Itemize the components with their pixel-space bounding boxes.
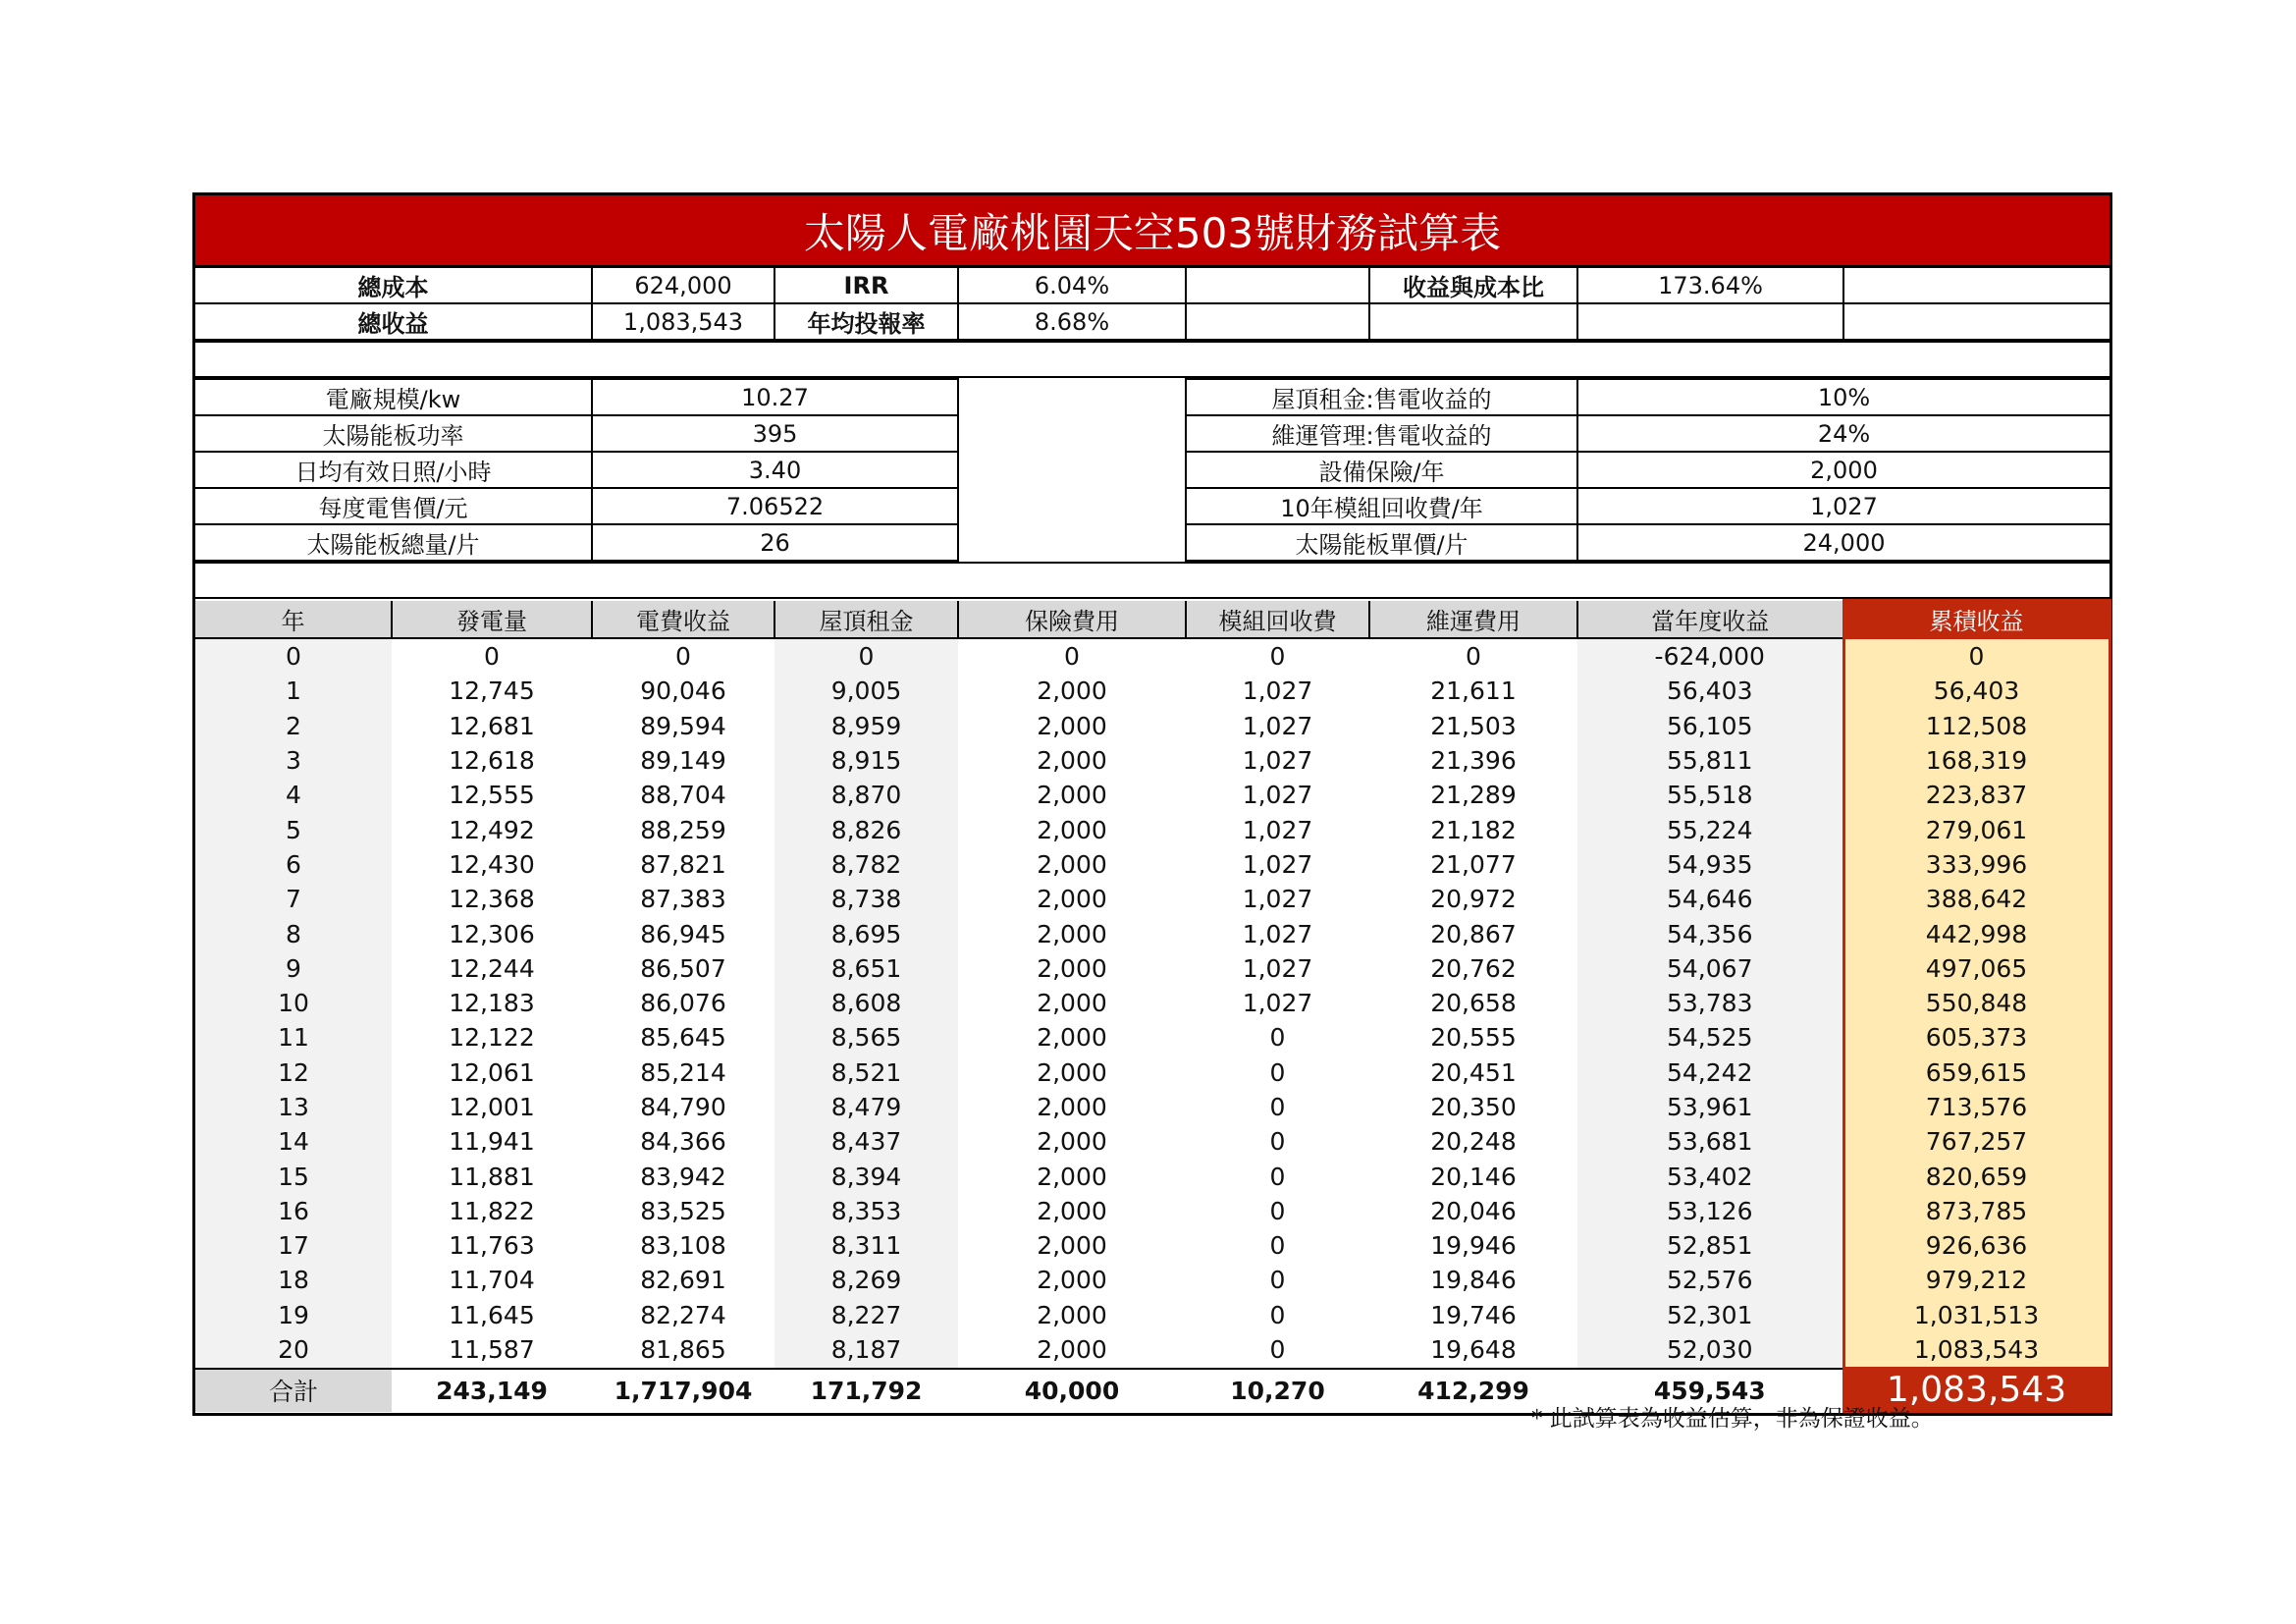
table-cell: 18 bbox=[195, 1263, 392, 1297]
table-cell: 12,061 bbox=[449, 1057, 535, 1087]
yearly-table bbox=[195, 599, 2111, 1413]
table-cell: 9,005 bbox=[774, 674, 958, 708]
table-cell: 86,076 bbox=[640, 989, 726, 1018]
table-cell: 2,000 bbox=[1037, 781, 1107, 810]
table-cell: 20,350 bbox=[1430, 1093, 1517, 1121]
table-cell: 21,182 bbox=[1430, 815, 1517, 844]
table-cell: 7 bbox=[195, 882, 392, 916]
cumulative-cell: 279,061 bbox=[1843, 812, 2109, 846]
table-cell: 83,525 bbox=[640, 1196, 726, 1225]
table-cell: 2,000 bbox=[1037, 1023, 1107, 1053]
parameter-label: 太陽能板功率 bbox=[195, 415, 592, 452]
column-header: 累積收益 bbox=[1843, 601, 2109, 638]
table-cell: 4 bbox=[195, 778, 392, 812]
parameter-value: 24% bbox=[1577, 415, 2109, 452]
table-cell: 55,518 bbox=[1577, 778, 1843, 812]
cumulative-cell: 605,373 bbox=[1843, 1020, 2109, 1055]
table-cell: 8 bbox=[195, 916, 392, 950]
parameter-row bbox=[195, 379, 2109, 415]
parameter-label: 設備保險/年 bbox=[1186, 452, 1577, 488]
summary-empty-cell bbox=[1186, 268, 1369, 303]
irr-label: IRR bbox=[774, 268, 958, 303]
cumulative-cell: 1,031,513 bbox=[1843, 1298, 2109, 1332]
total-cell: 171,792 bbox=[774, 1369, 958, 1412]
table-cell: 0 bbox=[1269, 1300, 1286, 1329]
table-cell: 8,269 bbox=[774, 1263, 958, 1297]
table-row bbox=[195, 882, 2109, 916]
table-cell: 11,645 bbox=[449, 1300, 535, 1329]
parameter-label: 太陽能板總量/片 bbox=[195, 524, 592, 561]
summary-empty-cell bbox=[1186, 303, 1369, 340]
ratio-label: 收益與成本比 bbox=[1369, 268, 1577, 303]
table-cell: 3 bbox=[195, 743, 392, 778]
table-cell: 2,000 bbox=[1037, 1196, 1107, 1225]
table-row bbox=[195, 1228, 2109, 1263]
parameter-label: 日均有效日照/小時 bbox=[195, 452, 592, 488]
table-cell: 2 bbox=[195, 709, 392, 743]
table-cell: 54,525 bbox=[1577, 1020, 1843, 1055]
table-cell: 8,187 bbox=[774, 1332, 958, 1369]
cumulative-cell: 873,785 bbox=[1843, 1194, 2109, 1228]
table-cell: 89,594 bbox=[640, 711, 726, 740]
table-row bbox=[195, 1332, 2109, 1369]
table-cell: 12,681 bbox=[449, 711, 535, 740]
table-cell: 88,704 bbox=[640, 781, 726, 810]
table-cell: 0 bbox=[1269, 1335, 1286, 1365]
parameter-value: 26 bbox=[592, 524, 958, 561]
table-cell: 16 bbox=[195, 1194, 392, 1228]
table-cell: 2,000 bbox=[1037, 815, 1107, 844]
table-cell: 8,651 bbox=[774, 951, 958, 986]
table-cell: 1,027 bbox=[1242, 953, 1313, 983]
table-cell: 54,067 bbox=[1577, 951, 1843, 986]
table-cell: 83,108 bbox=[640, 1231, 726, 1261]
cumulative-cell: 168,319 bbox=[1843, 743, 2109, 778]
table-cell: 0 bbox=[1269, 1231, 1286, 1261]
table-cell: 1,027 bbox=[1242, 711, 1313, 740]
table-cell: 2,000 bbox=[1037, 849, 1107, 879]
parameter-value: 24,000 bbox=[1577, 524, 2109, 561]
parameter-label: 屋頂租金:售電收益的 bbox=[1186, 379, 1577, 415]
table-cell: 6 bbox=[195, 847, 392, 882]
cumulative-cell: 223,837 bbox=[1843, 778, 2109, 812]
table-cell: 8,437 bbox=[774, 1124, 958, 1159]
table-row bbox=[195, 1090, 2109, 1124]
table-cell: 0 bbox=[1269, 1093, 1286, 1121]
table-cell: 2,000 bbox=[1037, 677, 1107, 706]
table-cell: 8,394 bbox=[774, 1159, 958, 1193]
parameter-label: 每度電售價/元 bbox=[195, 488, 592, 524]
table-cell: 21,077 bbox=[1430, 849, 1517, 879]
table-cell: 52,576 bbox=[1577, 1263, 1843, 1297]
column-header: 年 bbox=[195, 601, 392, 638]
table-cell: 86,507 bbox=[640, 953, 726, 983]
column-header: 屋頂租金 bbox=[774, 601, 958, 638]
table-cell: 53,126 bbox=[1577, 1194, 1843, 1228]
total-cell: 459,543 bbox=[1577, 1369, 1843, 1412]
table-cell: 0 bbox=[675, 641, 691, 671]
parameter-spacer bbox=[958, 488, 1186, 524]
table-cell: 85,645 bbox=[640, 1023, 726, 1053]
parameter-row bbox=[195, 452, 2109, 488]
column-header: 電費收益 bbox=[592, 601, 774, 638]
table-cell: 21,396 bbox=[1430, 746, 1517, 776]
table-cell: 1,027 bbox=[1242, 989, 1313, 1018]
table-cell: 87,383 bbox=[640, 885, 726, 914]
table-cell: 13 bbox=[195, 1090, 392, 1124]
table-cell: 1,027 bbox=[1242, 849, 1313, 879]
table-cell: 12,368 bbox=[449, 885, 535, 914]
cumulative-cell: 926,636 bbox=[1843, 1228, 2109, 1263]
parameter-value: 10.27 bbox=[592, 379, 958, 415]
table-cell: 90,046 bbox=[640, 677, 726, 706]
table-cell: 19,746 bbox=[1430, 1300, 1517, 1329]
table-row bbox=[195, 709, 2109, 743]
summary-table bbox=[195, 268, 2109, 341]
table-cell: 56,403 bbox=[1577, 674, 1843, 708]
parameter-value: 2,000 bbox=[1577, 452, 2109, 488]
spacer-row bbox=[195, 341, 2109, 378]
table-cell: 53,402 bbox=[1577, 1159, 1843, 1193]
table-cell: -624,000 bbox=[1577, 638, 1843, 675]
table-cell: 12,745 bbox=[449, 677, 535, 706]
table-cell: 8,738 bbox=[774, 882, 958, 916]
table-row bbox=[195, 847, 2109, 882]
irr-value: 6.04% bbox=[958, 268, 1186, 303]
table-cell: 20,867 bbox=[1430, 919, 1517, 948]
cumulative-cell: 550,848 bbox=[1843, 986, 2109, 1020]
table-cell: 2,000 bbox=[1037, 1266, 1107, 1295]
table-cell: 0 bbox=[1269, 1266, 1286, 1295]
table-cell: 20 bbox=[195, 1332, 392, 1369]
table-cell: 0 bbox=[774, 638, 958, 675]
table-cell: 81,865 bbox=[640, 1335, 726, 1365]
cumulative-cell: 713,576 bbox=[1843, 1090, 2109, 1124]
table-cell: 20,451 bbox=[1430, 1057, 1517, 1087]
table-row bbox=[195, 1124, 2109, 1159]
annual-return-label: 年均投報率 bbox=[774, 303, 958, 340]
parameters-table bbox=[195, 378, 2109, 562]
parameter-row bbox=[195, 488, 2109, 524]
table-cell: 2,000 bbox=[1037, 1162, 1107, 1191]
table-cell: 12,001 bbox=[449, 1093, 535, 1121]
cumulative-cell: 56,403 bbox=[1843, 674, 2109, 708]
total-cell: 412,299 bbox=[1369, 1369, 1577, 1412]
parameter-row bbox=[195, 524, 2109, 561]
cumulative-cell: 442,998 bbox=[1843, 916, 2109, 950]
table-cell: 52,030 bbox=[1577, 1332, 1843, 1369]
table-cell: 84,366 bbox=[640, 1127, 726, 1157]
table-cell: 19,846 bbox=[1430, 1266, 1517, 1295]
table-cell: 10 bbox=[195, 986, 392, 1020]
table-cell: 11,763 bbox=[449, 1231, 535, 1261]
table-cell: 19,648 bbox=[1430, 1335, 1517, 1365]
total-cost-value: 624,000 bbox=[592, 268, 774, 303]
table-cell: 20,555 bbox=[1430, 1023, 1517, 1053]
cumulative-cell: 388,642 bbox=[1843, 882, 2109, 916]
table-cell: 19 bbox=[195, 1298, 392, 1332]
table-cell: 0 bbox=[1269, 1023, 1286, 1053]
column-header: 維運費用 bbox=[1369, 601, 1577, 638]
cumulative-cell: 820,659 bbox=[1843, 1159, 2109, 1193]
parameter-value: 3.40 bbox=[592, 452, 958, 488]
table-cell: 1,027 bbox=[1242, 781, 1313, 810]
table-cell: 87,821 bbox=[640, 849, 726, 879]
parameter-label: 電廠規模/kw bbox=[195, 379, 592, 415]
table-cell: 11,881 bbox=[449, 1162, 535, 1191]
table-cell: 1 bbox=[195, 674, 392, 708]
column-header: 發電量 bbox=[392, 601, 592, 638]
financial-sheet bbox=[192, 192, 2112, 1416]
table-row bbox=[195, 674, 2109, 708]
cumulative-cell: 979,212 bbox=[1843, 1263, 2109, 1297]
table-cell: 2,000 bbox=[1037, 919, 1107, 948]
table-row bbox=[195, 812, 2109, 846]
parameter-spacer bbox=[958, 452, 1186, 488]
table-cell: 2,000 bbox=[1037, 1127, 1107, 1157]
table-cell: 12,555 bbox=[449, 781, 535, 810]
table-cell: 54,646 bbox=[1577, 882, 1843, 916]
parameter-value: 1,027 bbox=[1577, 488, 2109, 524]
table-cell: 0 bbox=[1466, 641, 1481, 671]
spacer-row bbox=[195, 562, 2109, 599]
table-cell: 8,227 bbox=[774, 1298, 958, 1332]
table-cell: 11,822 bbox=[449, 1196, 535, 1225]
table-cell: 20,762 bbox=[1430, 953, 1517, 983]
table-cell: 8,915 bbox=[774, 743, 958, 778]
table-cell: 53,681 bbox=[1577, 1124, 1843, 1159]
table-cell: 11,704 bbox=[449, 1266, 535, 1295]
table-cell: 54,935 bbox=[1577, 847, 1843, 882]
table-cell: 12,430 bbox=[449, 849, 535, 879]
total-cell: 40,000 bbox=[958, 1369, 1186, 1412]
table-cell: 0 bbox=[1269, 1162, 1286, 1191]
annual-return-value: 8.68% bbox=[958, 303, 1186, 340]
table-cell: 83,942 bbox=[640, 1162, 726, 1191]
table-cell: 2,000 bbox=[1037, 953, 1107, 983]
table-cell: 8,695 bbox=[774, 916, 958, 950]
summary-empty-cell bbox=[1577, 303, 1843, 340]
parameter-value: 395 bbox=[592, 415, 958, 452]
table-row bbox=[195, 1056, 2109, 1090]
table-cell: 55,811 bbox=[1577, 743, 1843, 778]
table-cell: 12,618 bbox=[449, 746, 535, 776]
table-cell: 0 bbox=[1269, 1196, 1286, 1225]
table-cell: 54,356 bbox=[1577, 916, 1843, 950]
table-cell: 2,000 bbox=[1037, 746, 1107, 776]
table-cell: 8,521 bbox=[774, 1056, 958, 1090]
table-cell: 2,000 bbox=[1037, 1300, 1107, 1329]
table-row bbox=[195, 1298, 2109, 1332]
table-cell: 1,027 bbox=[1242, 677, 1313, 706]
parameter-spacer bbox=[958, 415, 1186, 452]
table-cell: 15 bbox=[195, 1159, 392, 1193]
table-cell: 12 bbox=[195, 1056, 392, 1090]
total-cell: 1,717,904 bbox=[592, 1369, 774, 1412]
total-cell: 合計 bbox=[195, 1369, 392, 1412]
total-revenue-label: 總收益 bbox=[195, 303, 592, 340]
table-cell: 2,000 bbox=[1037, 1231, 1107, 1261]
parameter-row bbox=[195, 415, 2109, 452]
table-cell: 21,289 bbox=[1430, 781, 1517, 810]
table-cell: 9 bbox=[195, 951, 392, 986]
total-cost-label: 總成本 bbox=[195, 268, 592, 303]
table-cell: 20,248 bbox=[1430, 1127, 1517, 1157]
table-cell: 1,027 bbox=[1242, 815, 1313, 844]
cumulative-cell: 659,615 bbox=[1843, 1056, 2109, 1090]
table-cell: 0 bbox=[1064, 641, 1080, 671]
table-cell: 1,027 bbox=[1242, 746, 1313, 776]
table-row bbox=[195, 638, 2109, 675]
table-cell: 0 bbox=[1269, 1057, 1286, 1087]
summary-empty-cell bbox=[1843, 268, 2109, 303]
table-cell: 89,149 bbox=[640, 746, 726, 776]
table-cell: 52,851 bbox=[1577, 1228, 1843, 1263]
table-cell: 2,000 bbox=[1037, 1335, 1107, 1365]
table-cell: 82,274 bbox=[640, 1300, 726, 1329]
table-row bbox=[195, 986, 2109, 1020]
table-cell: 19,946 bbox=[1430, 1231, 1517, 1261]
sheet-title: 太陽人電廠桃園天空503號財務試算表 bbox=[195, 195, 2109, 268]
table-row bbox=[195, 916, 2109, 950]
cumulative-cell: 333,996 bbox=[1843, 847, 2109, 882]
table-row bbox=[195, 743, 2109, 778]
parameter-spacer bbox=[958, 524, 1186, 561]
table-header-row bbox=[195, 601, 2109, 638]
table-cell: 1,027 bbox=[1242, 919, 1313, 948]
column-header: 保險費用 bbox=[958, 601, 1186, 638]
total-revenue-value: 1,083,543 bbox=[592, 303, 774, 340]
cumulative-cell: 112,508 bbox=[1843, 709, 2109, 743]
table-row bbox=[195, 1194, 2109, 1228]
total-cell: 10,270 bbox=[1186, 1369, 1369, 1412]
table-cell: 20,972 bbox=[1430, 885, 1517, 914]
table-cell: 1,027 bbox=[1242, 885, 1313, 914]
table-cell: 55,224 bbox=[1577, 812, 1843, 846]
table-cell: 12,244 bbox=[449, 953, 535, 983]
parameter-value: 10% bbox=[1577, 379, 2109, 415]
table-cell: 54,242 bbox=[1577, 1056, 1843, 1090]
table-cell: 0 bbox=[1269, 641, 1286, 671]
table-cell: 21,611 bbox=[1430, 677, 1517, 706]
table-cell: 53,783 bbox=[1577, 986, 1843, 1020]
table-cell: 17 bbox=[195, 1228, 392, 1263]
table-cell: 82,691 bbox=[640, 1266, 726, 1295]
table-cell: 2,000 bbox=[1037, 711, 1107, 740]
table-cell: 11 bbox=[195, 1020, 392, 1055]
table-row bbox=[195, 1263, 2109, 1297]
table-cell: 85,214 bbox=[640, 1057, 726, 1087]
table-cell: 8,479 bbox=[774, 1090, 958, 1124]
table-cell: 84,790 bbox=[640, 1093, 726, 1121]
table-cell: 2,000 bbox=[1037, 1057, 1107, 1087]
table-row bbox=[195, 951, 2109, 986]
total-cell: 243,149 bbox=[392, 1369, 592, 1412]
table-cell: 12,306 bbox=[449, 919, 535, 948]
cumulative-cell: 497,065 bbox=[1843, 951, 2109, 986]
table-cell: 12,183 bbox=[449, 989, 535, 1018]
table-cell: 12,122 bbox=[449, 1023, 535, 1053]
table-cell: 52,301 bbox=[1577, 1298, 1843, 1332]
table-cell: 2,000 bbox=[1037, 1093, 1107, 1121]
table-row bbox=[195, 778, 2109, 812]
table-cell: 0 bbox=[195, 638, 392, 675]
ratio-value: 173.64% bbox=[1577, 268, 1843, 303]
table-cell: 20,046 bbox=[1430, 1196, 1517, 1225]
table-cell: 20,658 bbox=[1430, 989, 1517, 1018]
parameter-label: 10年模組回收費/年 bbox=[1186, 488, 1577, 524]
table-cell: 21,503 bbox=[1430, 711, 1517, 740]
table-cell: 12,492 bbox=[449, 815, 535, 844]
table-cell: 2,000 bbox=[1037, 989, 1107, 1018]
table-cell: 14 bbox=[195, 1124, 392, 1159]
table-cell: 88,259 bbox=[640, 815, 726, 844]
table-row bbox=[195, 1159, 2109, 1193]
parameter-spacer bbox=[958, 379, 1186, 415]
parameter-value: 7.06522 bbox=[592, 488, 958, 524]
table-cell: 8,311 bbox=[774, 1228, 958, 1263]
table-cell: 86,945 bbox=[640, 919, 726, 948]
table-cell: 53,961 bbox=[1577, 1090, 1843, 1124]
table-cell: 8,826 bbox=[774, 812, 958, 846]
cumulative-total: 1,083,543 bbox=[1843, 1369, 2109, 1412]
table-row bbox=[195, 1020, 2109, 1055]
summary-empty-cell bbox=[1843, 303, 2109, 340]
table-cell: 8,565 bbox=[774, 1020, 958, 1055]
table-cell: 8,782 bbox=[774, 847, 958, 882]
table-cell: 56,105 bbox=[1577, 709, 1843, 743]
cumulative-cell: 767,257 bbox=[1843, 1124, 2109, 1159]
column-header: 當年度收益 bbox=[1577, 601, 1843, 638]
table-cell: 8,608 bbox=[774, 986, 958, 1020]
table-cell: 11,941 bbox=[449, 1127, 535, 1157]
cumulative-cell: 1,083,543 bbox=[1843, 1332, 2109, 1369]
table-cell: 8,870 bbox=[774, 778, 958, 812]
table-cell: 0 bbox=[484, 641, 500, 671]
table-cell: 8,353 bbox=[774, 1194, 958, 1228]
table-cell: 0 bbox=[1269, 1127, 1286, 1157]
table-cell: 11,587 bbox=[449, 1335, 535, 1365]
parameter-label: 太陽能板單價/片 bbox=[1186, 524, 1577, 561]
column-header: 模組回收費 bbox=[1186, 601, 1369, 638]
table-cell: 20,146 bbox=[1430, 1162, 1517, 1191]
table-cell: 2,000 bbox=[1037, 885, 1107, 914]
disclaimer-note: * 此試算表為收益估算，非為保證收益。 bbox=[1531, 1406, 1934, 1432]
table-cell: 5 bbox=[195, 812, 392, 846]
parameter-label: 維運管理:售電收益的 bbox=[1186, 415, 1577, 452]
table-cell: 8,959 bbox=[774, 709, 958, 743]
cumulative-cell: 0 bbox=[1843, 638, 2109, 675]
summary-empty-cell bbox=[1369, 303, 1577, 340]
